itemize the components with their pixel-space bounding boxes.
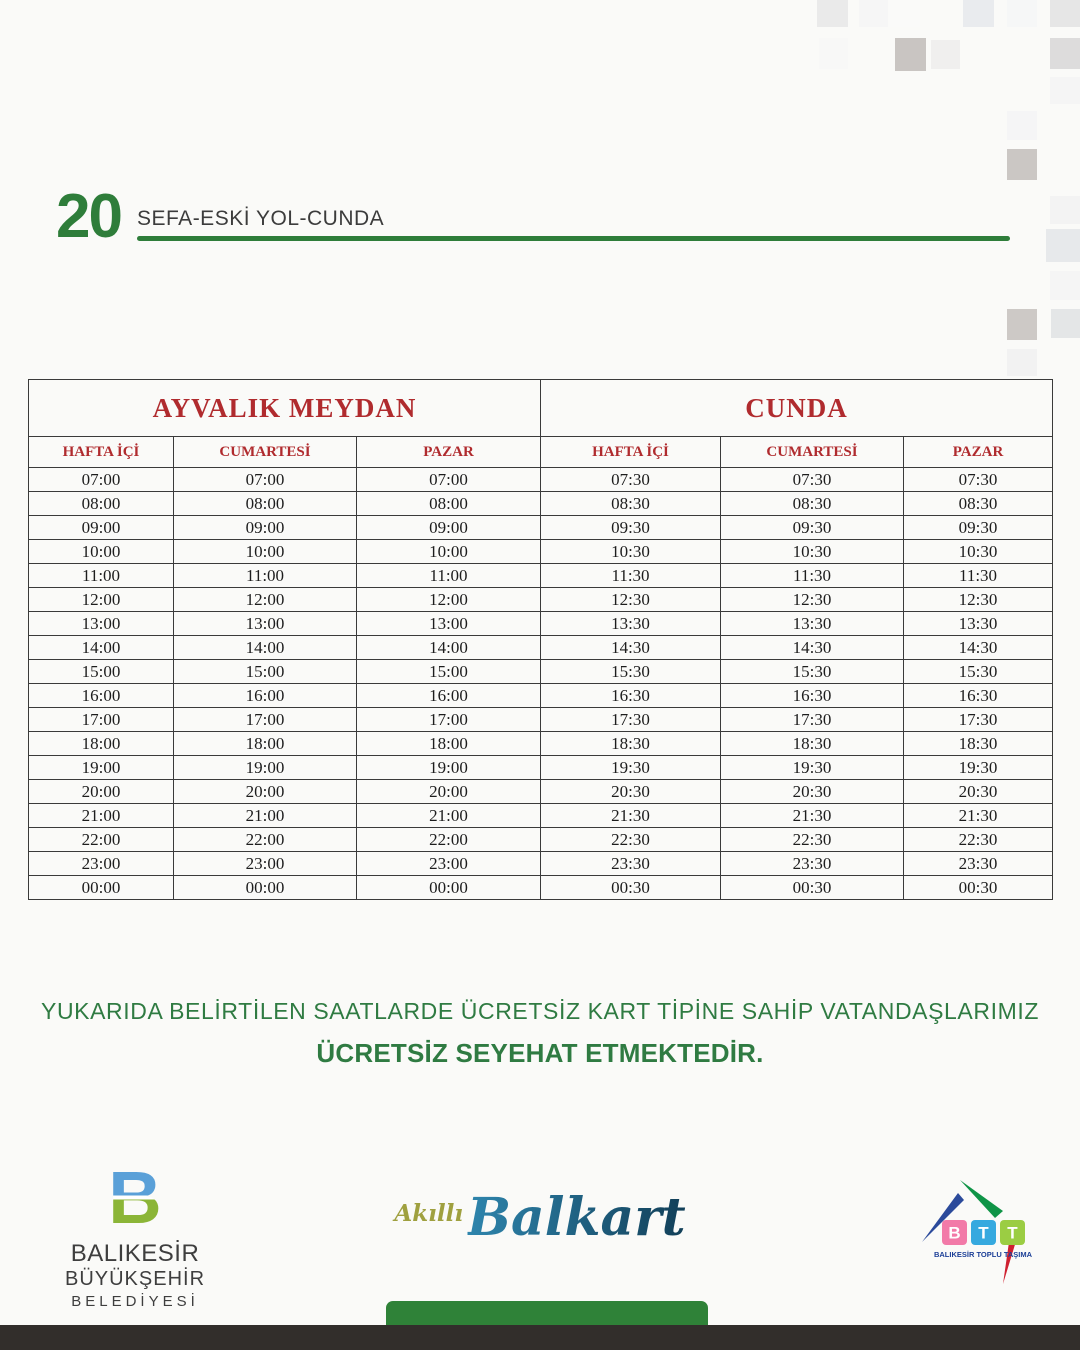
time-cell: 20:30	[721, 780, 904, 804]
column-header-weekday-left: HAFTA İÇİ	[29, 437, 174, 468]
mosaic-square	[1007, 0, 1037, 27]
time-cell: 13:30	[904, 612, 1053, 636]
mosaic-square	[1050, 271, 1080, 300]
mosaic-square	[1007, 111, 1037, 140]
time-cell: 07:30	[904, 468, 1053, 492]
time-cell: 15:30	[721, 660, 904, 684]
time-cell: 14:00	[29, 636, 174, 660]
timetable	[28, 379, 1053, 900]
time-cell: 14:30	[904, 636, 1053, 660]
time-cell: 08:30	[541, 492, 721, 516]
route-name: SEFA-ESKİ YOL-CUNDA	[137, 207, 385, 230]
mosaic-square	[931, 40, 960, 69]
time-cell: 08:00	[357, 492, 541, 516]
time-cell: 09:00	[357, 516, 541, 540]
timetable-row	[29, 540, 1053, 564]
timetable-row	[29, 492, 1053, 516]
time-cell: 07:00	[174, 468, 357, 492]
time-cell: 10:00	[357, 540, 541, 564]
balkart-wordmark: Balkart	[467, 1187, 686, 1248]
time-cell: 11:00	[174, 564, 357, 588]
free-travel-notice-line1: YUKARIDA BELİRTİLEN SAATLARDE ÜCRETSİZ KART TİPİNE SAHİP VATANDAŞLARIMIZ	[41, 998, 1039, 1024]
time-cell: 08:00	[29, 492, 174, 516]
municipality-logo	[50, 1156, 220, 1311]
time-cell: 15:00	[174, 660, 357, 684]
time-cell: 17:30	[721, 708, 904, 732]
column-header-sunday-left: PAZAR	[357, 437, 541, 468]
time-cell: 23:30	[721, 852, 904, 876]
btt-letter-t2: T	[1007, 1223, 1018, 1243]
station-name-cunda: CUNDA	[541, 380, 1053, 437]
time-cell: 17:00	[357, 708, 541, 732]
time-cell: 20:30	[541, 780, 721, 804]
time-cell: 21:30	[721, 804, 904, 828]
time-cell: 13:00	[174, 612, 357, 636]
time-cell: 11:00	[29, 564, 174, 588]
time-cell: 07:30	[721, 468, 904, 492]
municipality-name-line1: BALIKESİR	[70, 1240, 200, 1268]
timetable-row	[29, 708, 1053, 732]
time-cell: 17:00	[174, 708, 357, 732]
time-cell: 00:30	[541, 876, 721, 900]
time-cell: 12:00	[29, 588, 174, 612]
timetable-row	[29, 732, 1053, 756]
time-cell: 12:00	[174, 588, 357, 612]
mosaic-square	[859, 0, 888, 27]
time-cell: 22:30	[541, 828, 721, 852]
timetable-row	[29, 828, 1053, 852]
free-travel-notice-line2: ÜCRETSİZ SEYEHAT ETMEKTEDİR.	[316, 1038, 764, 1068]
time-cell: 10:00	[174, 540, 357, 564]
time-cell: 09:30	[721, 516, 904, 540]
mosaic-square	[1050, 38, 1080, 69]
timetable-row	[29, 660, 1053, 684]
time-cell: 21:30	[541, 804, 721, 828]
time-cell: 20:00	[357, 780, 541, 804]
time-cell: 07:30	[541, 468, 721, 492]
time-cell: 16:30	[904, 684, 1053, 708]
mosaic-square	[1007, 149, 1037, 180]
mosaic-square	[1050, 0, 1080, 27]
time-cell: 16:30	[721, 684, 904, 708]
timetable-row	[29, 804, 1053, 828]
time-cell: 19:00	[29, 756, 174, 780]
column-header-weekday-right: HAFTA İÇİ	[541, 437, 721, 468]
mosaic-square	[1051, 309, 1080, 338]
timetable-row	[29, 516, 1053, 540]
timetable-row	[29, 636, 1053, 660]
municipality-name-line2: BÜYÜKŞEHİR	[64, 1268, 206, 1291]
time-cell: 10:30	[904, 540, 1053, 564]
time-cell: 22:00	[29, 828, 174, 852]
time-cell: 19:30	[541, 756, 721, 780]
time-cell: 23:00	[174, 852, 357, 876]
btt-logo-icon	[912, 1176, 1040, 1288]
time-cell: 00:00	[357, 876, 541, 900]
time-cell: 22:30	[904, 828, 1053, 852]
time-cell: 13:00	[29, 612, 174, 636]
time-cell: 16:00	[174, 684, 357, 708]
balkart-akilli-label: Akıllı	[394, 1200, 464, 1227]
time-cell: 15:00	[357, 660, 541, 684]
time-cell: 07:00	[357, 468, 541, 492]
day-header-row	[29, 437, 1053, 468]
mosaic-square	[819, 38, 848, 69]
time-cell: 19:00	[357, 756, 541, 780]
bottom-dark-bar	[0, 1325, 1080, 1350]
btt-letter-b: B	[948, 1223, 961, 1243]
time-cell: 20:00	[29, 780, 174, 804]
time-cell: 18:00	[174, 732, 357, 756]
time-cell: 14:30	[721, 636, 904, 660]
mosaic-square	[1007, 309, 1037, 340]
btt-caption: BALIKESİR TOPLU TAŞIMA	[933, 1250, 1033, 1259]
timetable-row	[29, 468, 1053, 492]
time-cell: 09:00	[29, 516, 174, 540]
time-cell: 18:30	[904, 732, 1053, 756]
time-cell: 11:30	[721, 564, 904, 588]
time-cell: 17:30	[541, 708, 721, 732]
time-cell: 08:30	[721, 492, 904, 516]
time-cell: 16:00	[357, 684, 541, 708]
timetable-row	[29, 564, 1053, 588]
bottom-green-bar	[386, 1301, 708, 1327]
time-cell: 00:00	[174, 876, 357, 900]
route-number: 20	[56, 182, 121, 251]
time-cell: 15:30	[904, 660, 1053, 684]
balkart-logo	[394, 1187, 686, 1248]
time-cell: 00:30	[904, 876, 1053, 900]
time-cell: 13:30	[721, 612, 904, 636]
time-cell: 11:00	[357, 564, 541, 588]
timetable-row	[29, 780, 1053, 804]
time-cell: 19:00	[174, 756, 357, 780]
time-cell: 11:30	[541, 564, 721, 588]
time-cell: 21:00	[357, 804, 541, 828]
time-cell: 08:30	[904, 492, 1053, 516]
time-cell: 11:30	[904, 564, 1053, 588]
mosaic-square	[889, 0, 920, 27]
timetable-row	[29, 876, 1053, 900]
time-cell: 23:00	[29, 852, 174, 876]
time-cell: 14:00	[174, 636, 357, 660]
timetable-row	[29, 612, 1053, 636]
time-cell: 23:30	[904, 852, 1053, 876]
station-header-row	[29, 380, 1053, 437]
time-cell: 07:00	[29, 468, 174, 492]
mosaic-square	[895, 38, 926, 71]
column-header-saturday-right: CUMARTESİ	[721, 437, 904, 468]
time-cell: 09:30	[904, 516, 1053, 540]
time-cell: 12:00	[357, 588, 541, 612]
time-cell: 12:30	[541, 588, 721, 612]
time-cell: 21:00	[174, 804, 357, 828]
time-cell: 20:30	[904, 780, 1053, 804]
timetable-row	[29, 756, 1053, 780]
time-cell: 18:30	[721, 732, 904, 756]
time-cell: 22:30	[721, 828, 904, 852]
time-cell: 12:30	[904, 588, 1053, 612]
time-cell: 22:00	[174, 828, 357, 852]
timetable-row	[29, 684, 1053, 708]
mosaic-square	[963, 0, 994, 27]
station-name-ayvalik-meydan: AYVALIK MEYDAN	[29, 380, 541, 437]
time-cell: 09:30	[541, 516, 721, 540]
time-cell: 09:00	[174, 516, 357, 540]
time-cell: 15:30	[541, 660, 721, 684]
timetable-row	[29, 852, 1053, 876]
time-cell: 18:30	[541, 732, 721, 756]
mosaic-square	[1007, 349, 1037, 376]
time-cell: 08:00	[174, 492, 357, 516]
time-cell: 19:30	[904, 756, 1053, 780]
time-cell: 17:30	[904, 708, 1053, 732]
timetable-row	[29, 588, 1053, 612]
time-cell: 00:30	[721, 876, 904, 900]
time-cell: 13:30	[541, 612, 721, 636]
time-cell: 19:30	[721, 756, 904, 780]
time-cell: 23:00	[357, 852, 541, 876]
time-cell: 22:00	[357, 828, 541, 852]
column-header-saturday-left: CUMARTESİ	[174, 437, 357, 468]
time-cell: 18:00	[29, 732, 174, 756]
time-cell: 20:00	[174, 780, 357, 804]
time-cell: 17:00	[29, 708, 174, 732]
time-cell: 23:30	[541, 852, 721, 876]
time-cell: 21:30	[904, 804, 1053, 828]
time-cell: 16:30	[541, 684, 721, 708]
time-cell: 18:00	[357, 732, 541, 756]
time-cell: 21:00	[29, 804, 174, 828]
btt-letter-t1: T	[978, 1223, 989, 1243]
time-cell: 10:00	[29, 540, 174, 564]
time-cell: 12:30	[721, 588, 904, 612]
time-cell: 16:00	[29, 684, 174, 708]
mosaic-square	[1050, 77, 1080, 104]
time-cell: 00:00	[29, 876, 174, 900]
municipality-b-monogram-icon: B	[50, 1164, 220, 1232]
time-cell: 10:30	[721, 540, 904, 564]
time-cell: 14:30	[541, 636, 721, 660]
mosaic-square	[1050, 196, 1080, 224]
time-cell: 13:00	[357, 612, 541, 636]
municipality-name-line3: BELEDİYESİ	[71, 1293, 199, 1311]
mosaic-square	[817, 0, 848, 27]
time-cell: 10:30	[541, 540, 721, 564]
route-underline	[137, 236, 1010, 241]
time-cell: 14:00	[357, 636, 541, 660]
column-header-sunday-right: PAZAR	[904, 437, 1053, 468]
timetable-body	[29, 468, 1053, 900]
time-cell: 15:00	[29, 660, 174, 684]
mosaic-square	[1046, 229, 1080, 262]
